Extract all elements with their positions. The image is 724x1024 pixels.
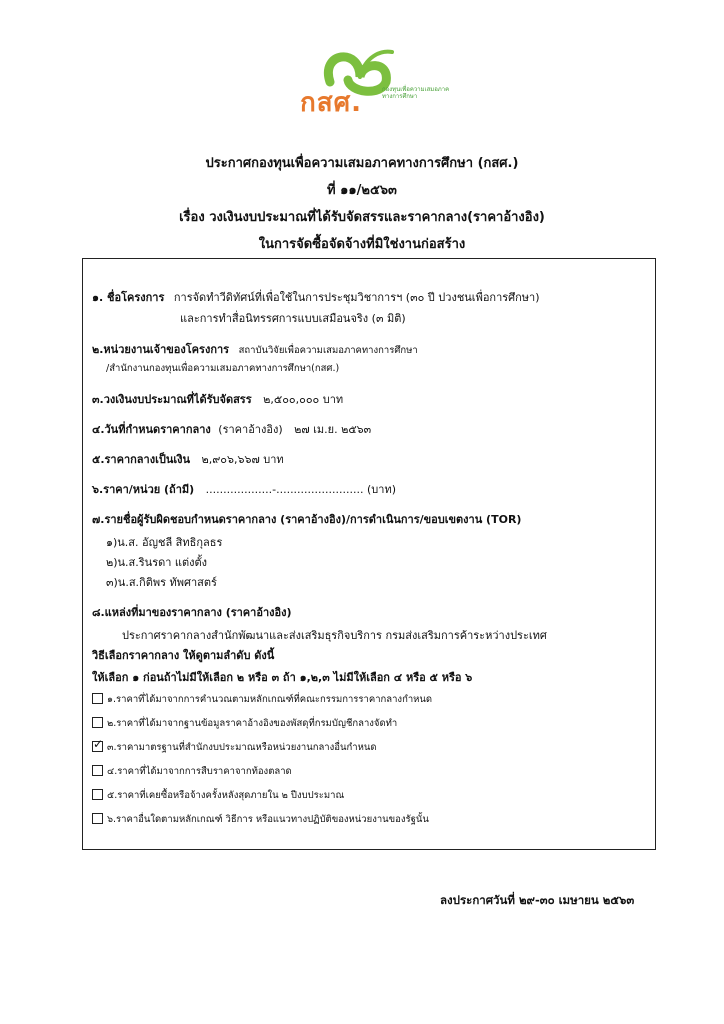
budget-label: ๓.วงเงินงบประมาณที่ได้รับจัดสรร <box>92 393 252 406</box>
budget-value: ๒,๕๐๐,๐๐๐ บาท <box>263 393 344 406</box>
option-checkbox[interactable] <box>92 789 103 800</box>
project-label: ๑. ชื่อโครงการ <box>92 291 165 304</box>
project-value: การจัดทำวีดิทัศน์ที่เพื่อใช้ในการประชุมวิชาการฯ (๓๐ ปี ปวงชนเพื่อการศึกษา) <box>173 291 540 304</box>
announcement-subject-cont: ในการจัดซื้อจัดจ้างที่มิใช่งานก่อสร้าง <box>258 237 466 252</box>
option-row <box>92 740 377 755</box>
option-checkbox-checked[interactable] <box>92 741 103 752</box>
option-label: ๓.ราคามาตรฐานที่สำนักงบประมาณหรือหน่วยงานกลางอื่นกำหนด <box>107 742 377 753</box>
committee-member: ๓)น.ส.กิติพร ทัพศาสตร์ <box>106 576 217 589</box>
option-row <box>92 716 397 731</box>
project-row <box>92 288 540 306</box>
option-label: ๑.ราคาที่ได้มาจากการคำนวณตามหลักเกณฑ์ที่คณะกรรมการราคากลางกำหนด <box>107 694 433 705</box>
median-price-row <box>92 450 284 468</box>
unit-price-value: ...................-......................... (บาท) <box>205 483 396 496</box>
median-price-value: ๒,๙๐๖,๖๖๗ บาท <box>201 453 284 466</box>
option-checkbox[interactable] <box>92 765 103 776</box>
announcement-number: ที่ ๑๑/๒๕๖๓ <box>327 183 397 198</box>
option-label: ๒.ราคาที่ได้มาจากฐานข้อมูลราคาอ้างอิงของพัสดุที่กรมบัญชีกลางจัดทำ <box>107 718 398 729</box>
announcement-subject: เรื่อง วงเงินงบประมาณที่ได้รับจัดสรรและราคากลาง(ราคาอ้างอิง) <box>179 210 545 225</box>
date-row <box>92 420 371 438</box>
committee-label: ๗.รายชื่อผู้รับผิดชอบกำหนดราคากลาง (ราคาอ้างอิง)/การดำเนินการ/ขอบเขตงาน (TOR) <box>92 513 522 526</box>
option-checkbox[interactable] <box>92 813 103 824</box>
unit-price-label: ๖.ราคา/หน่วย (ถ้ามี) <box>92 483 195 496</box>
option-checkbox[interactable] <box>92 693 103 704</box>
agency-label: ๒.หน่วยงานเจ้าของโครงการ <box>92 343 230 356</box>
source-label: ๘.แหล่งที่มาของราคากลาง (ราคาอ้างอิง) <box>92 606 292 619</box>
unit-price-row <box>92 480 396 498</box>
date-value: ๒๗ เม.ย. ๒๕๖๓ <box>294 423 372 436</box>
date-label: ๔.วันที่กำหนดราคากลาง <box>92 423 211 436</box>
option-row <box>92 764 292 779</box>
committee-member: ๑)น.ส. อัญชลี สิทธิกุลธร <box>106 536 223 549</box>
logo-subtitle: กองทุนเพื่อความเสมอภาคทางการศึกษา <box>382 86 450 100</box>
source-value: ประกาศราคากลางสำนักพัฒนาและส่งเสริมธุรกิจบริการ กรมส่งเสริมการค้าระหว่างประเทศ <box>122 629 547 642</box>
announcement-title: ประกาศกองทุนเพื่อความเสมอภาคทางการศึกษา (กสศ.) <box>205 156 519 171</box>
logo-text: กสศ. <box>300 88 362 118</box>
option-row <box>92 788 344 803</box>
median-price-label: ๕.ราคากลางเป็นเงิน <box>92 453 190 466</box>
date-note: (ราคาอ้างอิง) <box>218 423 283 436</box>
committee-member: ๒)น.ส.รินรดา แต่งตั้ง <box>106 556 208 569</box>
option-checkbox[interactable] <box>92 717 103 728</box>
option-label: ๕.ราคาที่เคยซื้อหรือจ้างครั้งหลังสุดภายใน ๒ ปีงบประมาณ <box>107 790 345 801</box>
option-label: ๖.ราคาอื่นใดตามหลักเกณฑ์ วิธีการ หรือแนวทางปฏิบัติของหน่วยงานของรัฐนั้น <box>107 814 429 825</box>
budget-row <box>92 390 343 408</box>
announcement-date: ลงประกาศวันที่ ๒๙-๓๐ เมษายน ๒๕๖๓ <box>440 893 635 907</box>
method-title: วิธีเลือกราคากลาง ให้ดูตามลำดับ ดังนี้ <box>92 649 275 662</box>
method-instruction: ให้เลือก ๑ ก่อนถ้าไม่มีให้เลือก ๒ หรือ ๓ ถ้า ๑,๒,๓ ไม่มีให้เลือก ๔ หรือ ๕ หรือ ๖ <box>92 671 473 684</box>
option-row <box>92 692 432 707</box>
option-label: ๔.ราคาที่ได้มาจากการสืบราคาจากท้องตลาด <box>107 766 292 777</box>
agency-row <box>92 340 418 358</box>
option-row <box>92 812 429 827</box>
agency-value-line2: /สำนักงานกองทุนเพื่อความเสมอภาคทางการศึกษา(กสศ.) <box>106 363 340 374</box>
project-value-line2: และการทำสื่อนิทรรศการแบบเสมือนจริง (๓ มิติ) <box>180 312 406 325</box>
agency-value: สถาบันวิจัยเพื่อความเสมอภาคทางการศึกษา <box>238 345 418 356</box>
